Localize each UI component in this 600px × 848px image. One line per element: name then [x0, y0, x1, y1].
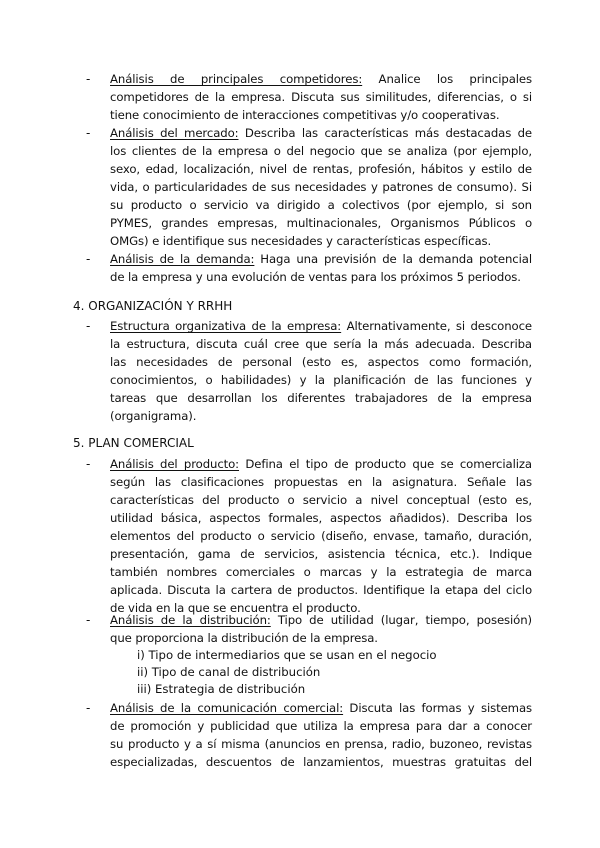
- bullet-dash: -: [86, 72, 91, 86]
- item-title: Análisis de la comunicación comercial:: [110, 701, 344, 715]
- text-line: especializadas, descuentos de lanzamientos, muestras gratuitas del: [110, 755, 532, 769]
- text-line: Análisis de la distribución: Tipo de utilidad (lugar, tiempo, posesión): [110, 613, 532, 627]
- text-line: aplicada. Discuta la cartera de productos. Identifique la etapa del ciclo: [110, 583, 532, 597]
- text-line: vida, o particularidades de sus necesidades y patrones de consumo). Si: [110, 180, 532, 194]
- item-title: Análisis del mercado:: [110, 126, 239, 140]
- text-line: de la empresa y una evolución de ventas para los próximos 5 periodos.: [110, 270, 521, 284]
- text-line: que proporciona la distribución de la empresa.: [110, 631, 378, 645]
- text-line: tiene conocimiento de interacciones competitivas y/o cooperativas.: [110, 108, 500, 122]
- text-line: su producto o servicio va dirigido a colectivos (por ejemplo, si son: [110, 198, 532, 212]
- text-line: su producto y a sí misma (anuncios en prensa, radio, buzoneo, revistas: [110, 737, 532, 751]
- sublist-item: ii) Tipo de canal de distribución: [137, 665, 321, 679]
- text-line: conocimientos, o habilidades) y la planificación de las funciones y: [110, 373, 532, 387]
- text-line: los clientes de la empresa o del negocio que se analiza (por ejemplo,: [110, 144, 532, 158]
- text-line: sexo, edad, localización, nivel de rentas, profesión, hábitos y estilo de: [110, 162, 532, 176]
- text-line: características del producto o servicio a nivel conceptual (esto es,: [110, 493, 532, 507]
- text-line: PYMES, grandes empresas, multinacionales, Organismos Públicos o: [110, 216, 532, 230]
- text-line: Análisis de la comunicación comercial: Discuta las formas y sistemas: [110, 701, 532, 715]
- section-heading-plan-comercial: 5. PLAN COMERCIAL: [73, 436, 194, 450]
- text-line: OMGs) e identifique sus necesidades y características específicas.: [110, 234, 492, 248]
- text-line: tareas que desarrollan los diferentes trabajadores de la empresa: [110, 391, 532, 405]
- sublist-item: iii) Estrategia de distribución: [137, 682, 306, 696]
- text-line: Análisis de la demanda: Haga una previsión de la demanda potencial: [110, 252, 532, 266]
- item-title: Estructura organizativa de la empresa:: [110, 319, 342, 333]
- text-line: también nombres comerciales o marcas y la estrategia de marca: [110, 565, 532, 579]
- bullet-dash: -: [86, 457, 91, 471]
- bullet-dash: -: [86, 126, 91, 140]
- item-title: Análisis de la distribución:: [110, 613, 271, 627]
- bullet-body: [110, 699, 532, 771]
- bullet-dash: -: [86, 252, 91, 266]
- text-line: Estructura organizativa de la empresa: Alternativamente, si desconoce: [110, 319, 533, 333]
- text-line: elementos del producto o servicio (diseño, envase, tamaño, duración,: [110, 529, 532, 543]
- bullet-dash: -: [86, 701, 91, 715]
- text-line: (organigrama).: [110, 409, 197, 423]
- item-title: Análisis de principales competidores:: [110, 72, 363, 86]
- bullet-body: [110, 317, 532, 425]
- text-line: competidores de la empresa. Discuta sus similitudes, diferencias, o si: [110, 90, 532, 104]
- text-line: Análisis del producto: Defina el tipo de producto que se comercializa: [110, 457, 532, 471]
- bullet-body: [110, 455, 532, 617]
- text-line: Análisis del mercado: Describa las características más destacadas de: [110, 126, 533, 140]
- bullet-body: [110, 124, 532, 250]
- text-line: de promoción y publicidad que utiliza la empresa para dar a conocer: [110, 719, 532, 733]
- section-heading-organizacion: 4. ORGANIZACIÓN Y RRHH: [73, 299, 233, 313]
- bullet-body: [110, 250, 532, 286]
- text-line: presentación, gama de servicios, asistencia técnica, etc.). Indique: [110, 547, 532, 561]
- item-title: Análisis del producto:: [110, 457, 240, 471]
- text-line: utilidad básica, aspectos formales, aspectos añadidos). Describa los: [110, 511, 532, 525]
- text-line: de vida en la que se encuentra el producto.: [110, 601, 361, 615]
- bullet-body: [110, 611, 532, 647]
- text-line: las necesidades de personal (esto es, aspectos como formación,: [110, 355, 532, 369]
- text-line: según las clasificaciones propuestas en la asignatura. Señale las: [110, 475, 532, 489]
- bullet-dash: -: [86, 613, 91, 627]
- bullet-body: [110, 70, 532, 124]
- text-line: la estructura, discuta cuál cree que sería la más adecuada. Describa: [110, 337, 532, 351]
- sublist-item: i) Tipo de intermediarios que se usan en el negocio: [137, 648, 437, 662]
- item-title: Análisis de la demanda:: [110, 252, 255, 266]
- text-line: Análisis de principales competidores: Analice los principales: [110, 72, 532, 86]
- bullet-dash: -: [86, 319, 91, 333]
